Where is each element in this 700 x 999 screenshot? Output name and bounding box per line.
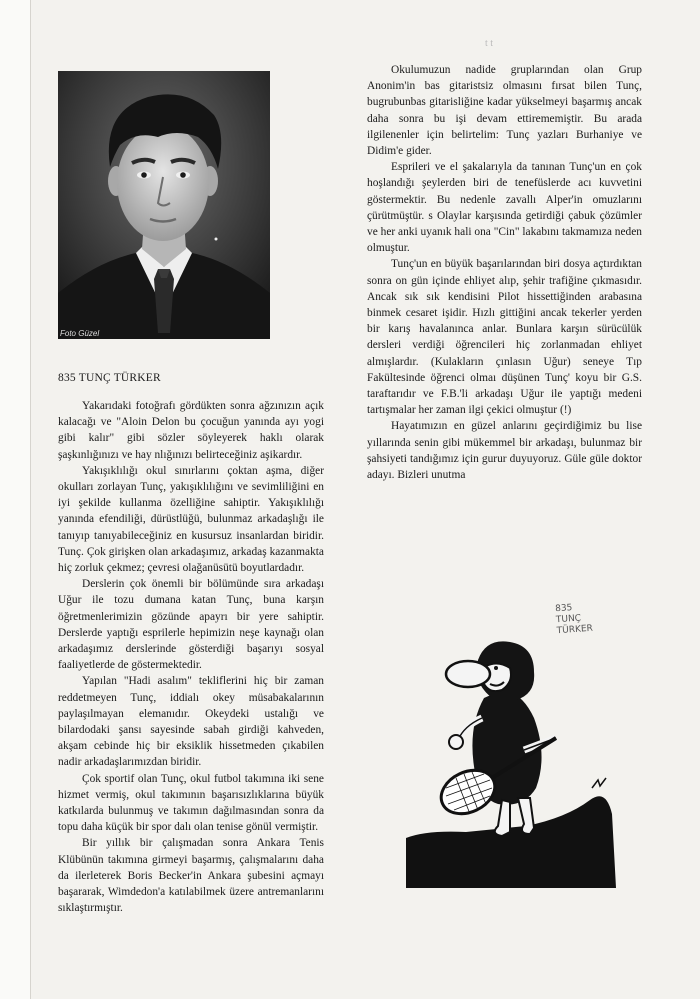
page-binding-edge bbox=[0, 0, 31, 999]
left-column bbox=[58, 398, 324, 917]
left-paragraph: Çok sportif olan Tunç, okul futbol takımına iki sene hizmet vermiş, okul takımının başarısızlıklarına büyük katkılarda bulunmuş ve takımın dağılmasından sonra da topu daha küçük bir spor dalı olan tenise gönül vermiştir. bbox=[58, 772, 324, 834]
right-column bbox=[367, 62, 642, 483]
student-caption: 835 TUNÇ TÜRKER bbox=[58, 372, 161, 384]
tennis-caveman-cartoon bbox=[406, 638, 616, 888]
right-paragraph: Okulumuzun nadide gruplarından olan Grup Anonim'in bas gitaristsiz olmasını fırsat bilen Tunç, bugrubunbas gitarisliğine kadar yükselmeyi başarmış ancak daha sonra bu işi devam ettirememiştir. Bu arada ilgilenenler için belirtelim: Tunç yazları Burhaniye ve Didim'e gider. bbox=[367, 64, 642, 158]
left-paragraph: Yakarıdaki fotoğrafı gördükten sonra ağzınızın açık kalacağı ve "Aloin Delon bu çocuğun yanında ayı yogi gibi kalır" gibi sözler söyleyerek haklı olarak şaşkınlığınızı ve hay nlığınızı belirteceğiniz aşikardır. bbox=[58, 400, 324, 461]
stray-mark: t t bbox=[485, 38, 494, 49]
portrait-photo bbox=[58, 71, 270, 339]
handwritten-note bbox=[555, 602, 593, 637]
left-paragraph: Yakışıklılığı okul sınırlarını çoktan aşma, diğer okulları zorlayan Tunç, yakışıklılığını ve sevimliliğini en iyi şekilde kullanma özelliğine sahiptir. Yakışıklılığı yanında efendiliği, dürüstlüğü, bulunmaz arkadaşlığı ile tanıyıp tanıyabileceğiniz en kusursuz insanlardan biridir. Tunç. Çok girişken olan arkadaşımız, arkadaş kazanmakta hiç zorluk çekmez; çevresi olağanüsütü boyutlardadır. bbox=[58, 464, 324, 575]
left-paragraph: Derslerin çok önemli bir bölümünde sıra arkadaşı Uğur ile tozu dumana katan Tunç, buna karşın öğretmenlerimizin gözünde apayrı bir yere sahiptir. Derslerde yaptığı esprilerle hepimizin neşe kaynağı olan arkadaşımız derslerinde gösterdiği başarıyı sosyal faaliyetlerde de göstermektedir. bbox=[58, 578, 324, 672]
handwritten-line: 835 bbox=[554, 603, 573, 615]
portrait-image bbox=[58, 71, 270, 339]
right-paragraph: Esprileri ve el şakalarıyla da tanınan Tunç'un en çok hoşlandığı şeylerden biri de tenefüslerde acı kuvvetini göstermektir. Bu nedenle zavallı Alper'in omuzlarını çürütmüştür. s Olaylar karşısında getirdiği çabuk çözümler ve her anki uyanık hali ona "Cin" lakabını takmamıza neden olmuştur. bbox=[367, 161, 642, 255]
left-paragraph: Bir yıllık bir çalışmadan sonra Ankara Tenis Klübünün takımına girmeyi başarmış, çalışmalarını daha da ilerleterek Boris Becker'in Ankara şubesini açmayı başararak, Wimdedon'a katılabilmek üzere antremanlarını sıklaştırmıştır. bbox=[58, 837, 324, 915]
right-paragraph: Hayatımızın en güzel anlarını geçirdiğimiz bu lise yıllarında senin gibi mükemmel bir arkadaşı, bulunmaz bir şahsiyeti tandığımız için gurur duyuyoruz. Güle güle doktor adayı. Bizleri unutma bbox=[367, 420, 642, 482]
right-paragraph: Tunç'un en büyük başarılarından biri dosya açtırdıktan sonra on gün içinde ehliyet alıp, şehir trafiğine çıkmasıdır. Ancak sık sık kendisini Pilot hissettiğinden arabasına binmek cesaret işidir. Hızlı gittiğini ancak tekerler yerden bir karış havalanınca anlar. Bunlara karşın sürücülük dersleri verdiği öğrencileri hiç zorlanmadan ehliyet almışlardır. (Kulakların çınlasın Uğur) seneye Tıp Fakültesinde öğrenci olmaı düşünen Tunç' koyu bir G.S. taraftarıdır ve F.B.'li arkadaşı Uğur ile yaptığı medeni tartışmalar her zaman ilgi çekici olmuştur (!) bbox=[367, 258, 642, 417]
left-paragraph: Yapılan "Hadi asalım" tekliflerini hiç bir zaman reddetmeyen Tunç, iddialı okey müsabakalarının paylaşılmayan elemanıdır. Okeydeki ustalığı ve bilardodaki şansı sayesinde sabah girdiği kahveden, akşam cebinde hiç bir eksiklik hissetmeden çıkabilen nadir arkadaşlarımızdan biridir. bbox=[58, 675, 324, 769]
yearbook-page bbox=[30, 0, 700, 999]
photo-credit: Foto Güzel bbox=[60, 329, 100, 338]
handwritten-line: TUNÇ bbox=[555, 613, 582, 626]
handwritten-line: TÜRKER bbox=[556, 623, 594, 637]
